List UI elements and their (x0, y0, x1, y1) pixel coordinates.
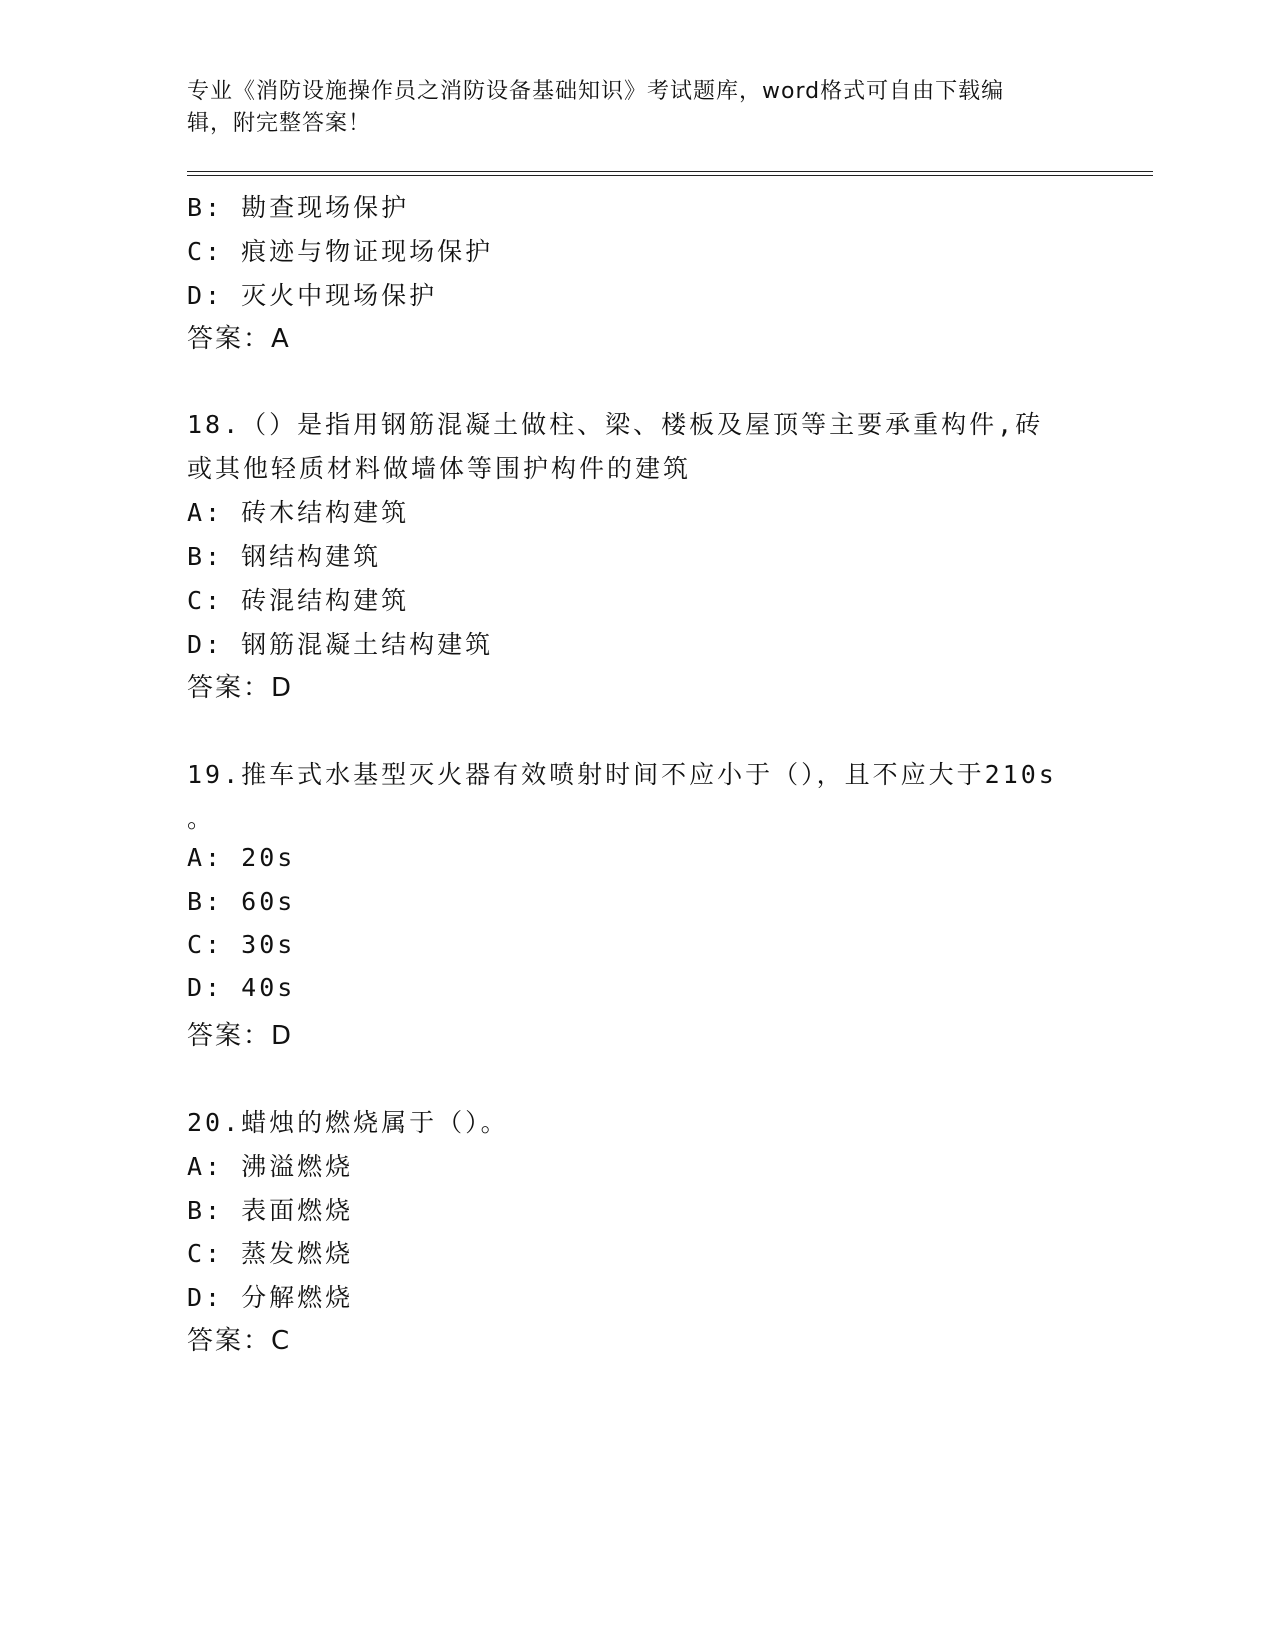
header-line-1: 专业《消防设施操作员之消防设备基础知识》考试题库，word格式可自由下载编 (187, 79, 1005, 104)
question-stem-line-1: 20.蜡烛的燃烧属于（）。 (187, 1108, 509, 1137)
option-c: C: 30s (187, 930, 296, 959)
header-rule-top (187, 171, 1153, 172)
answer: 答案：A (187, 324, 291, 354)
header-line-2: 辑，附完整答案！ (187, 111, 372, 136)
option-d: D: 40s (187, 973, 296, 1002)
option-b: B: 勘查现场保护 (187, 193, 410, 222)
option-c: C: 蒸发燃烧 (187, 1239, 354, 1268)
answer: 答案：D (187, 673, 294, 703)
option-d: D: 灭火中现场保护 (187, 281, 438, 310)
answer: 答案：D (187, 1021, 294, 1051)
option-b: B: 钢结构建筑 (187, 542, 382, 571)
question-stem-line-2: 或其他轻质材料做墙体等围护构件的建筑 (187, 454, 692, 483)
question-stem-line-2: 。 (187, 804, 216, 833)
option-a: A: 20s (187, 843, 296, 872)
option-b: B: 60s (187, 887, 296, 916)
option-c: C: 砖混结构建筑 (187, 586, 410, 615)
option-c: C: 痕迹与物证现场保护 (187, 237, 494, 266)
option-a: A: 沸溢燃烧 (187, 1152, 354, 1181)
answer: 答案：C (187, 1326, 292, 1356)
question-stem-line-1: 19.推车式水基型灭火器有效喷射时间不应小于（），且不应大于210s (187, 760, 1057, 789)
question-stem-line-1: 18.（）是指用钢筋混凝土做柱、梁、楼板及屋顶等主要承重构件,砖 (187, 410, 1044, 439)
header-rule-bottom (187, 175, 1153, 176)
option-a: A: 砖木结构建筑 (187, 498, 410, 527)
option-d: D: 钢筋混凝土结构建筑 (187, 630, 494, 659)
option-b: B: 表面燃烧 (187, 1196, 354, 1225)
option-d: D: 分解燃烧 (187, 1283, 354, 1312)
